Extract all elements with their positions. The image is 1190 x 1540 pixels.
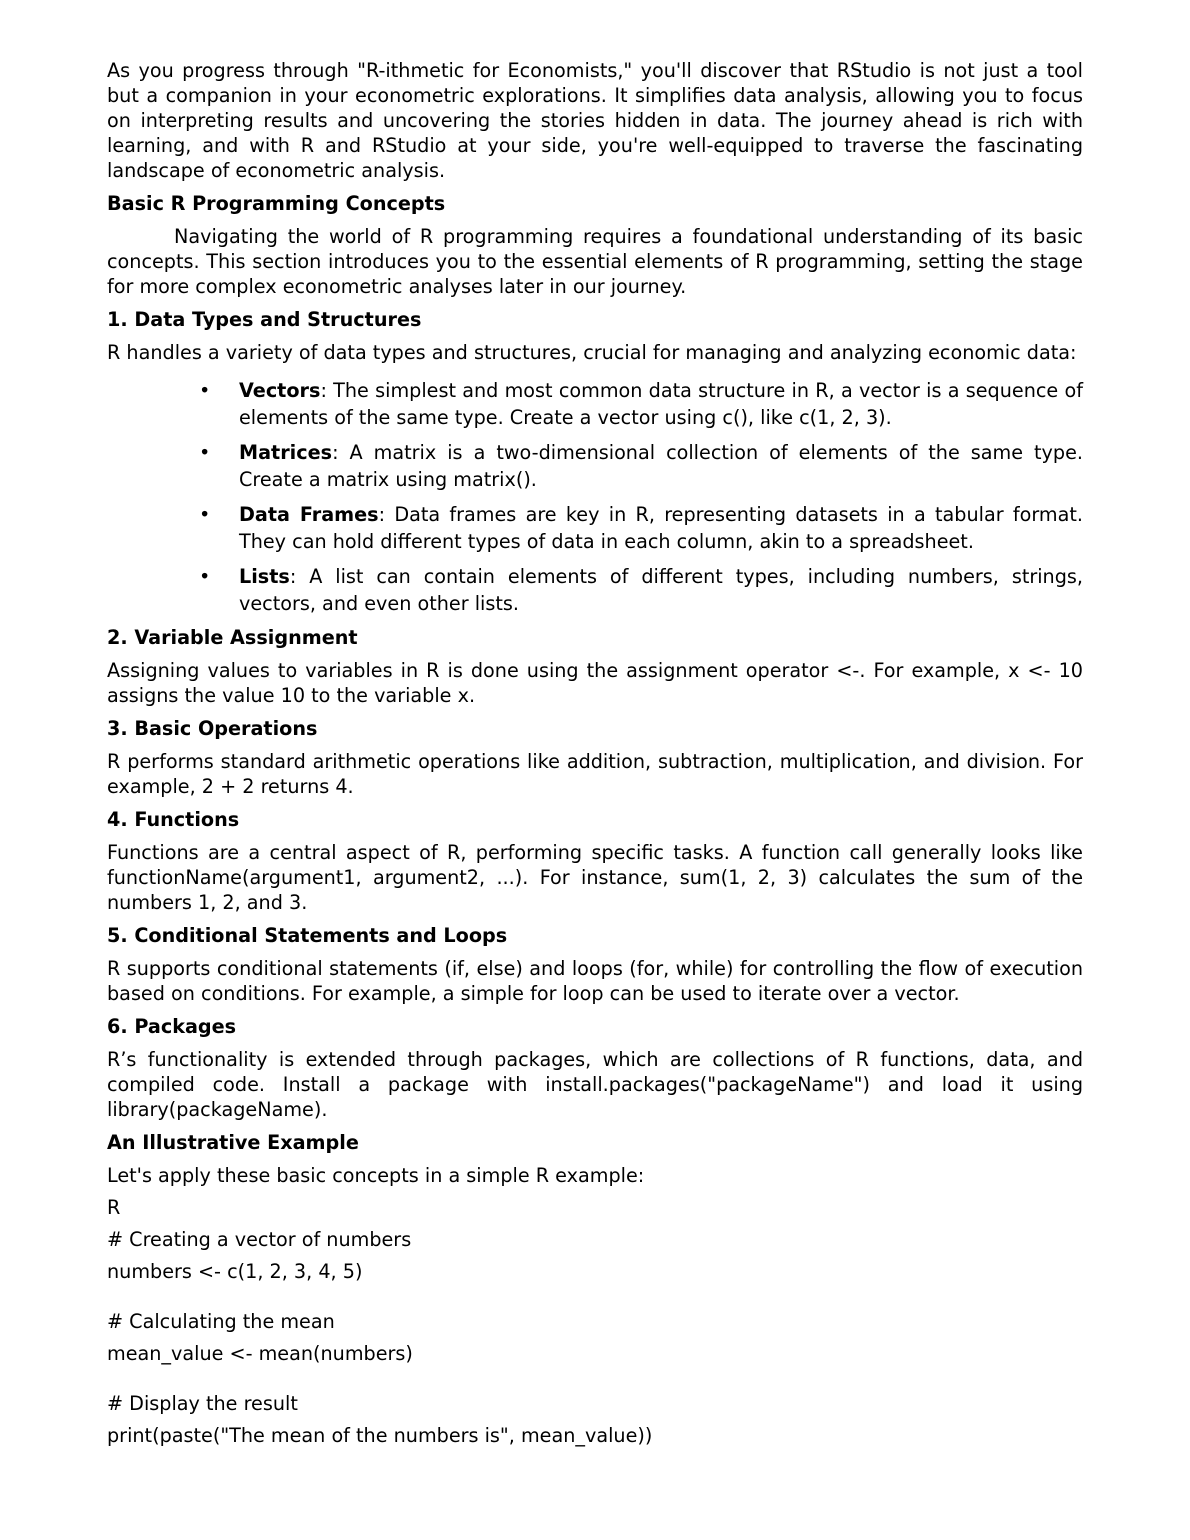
list-item-text: : A matrix is a two-dimensional collection of elements of the same type. Create a matrix using matrix(). xyxy=(239,441,1083,491)
bullet-icon: • xyxy=(199,379,211,402)
packages-heading: 6. Packages xyxy=(107,1015,237,1038)
list-item-term: Lists xyxy=(239,565,290,588)
list-item-text: : Data frames are key in R, representing datasets in a tabular format. They can hold different types of data in each column, akin to a spreadsheet. xyxy=(239,503,1083,553)
data-types-list xyxy=(107,377,1083,617)
list-item xyxy=(199,377,1083,431)
example-intro: Let's apply these basic concepts in a simple R example: xyxy=(107,1164,645,1187)
code-comment: # Calculating the mean xyxy=(107,1310,335,1333)
data-types-intro: R handles a variety of data types and structures, crucial for managing and analyzing economic data: xyxy=(107,341,1077,364)
packages-paragraph: R’s functionality is extended through packages, which are collections of R functions, data, and compiled code. Install a package with install.packages("packageName") and load it using library(packageName). xyxy=(107,1048,1083,1121)
list-item-text: : A list can contain elements of different types, including numbers, strings, vectors, and even other lists. xyxy=(239,565,1083,615)
basic-operations-heading: 3. Basic Operations xyxy=(107,717,318,740)
variable-assignment-heading: 2. Variable Assignment xyxy=(107,626,358,649)
code-line: mean_value <- mean(numbers) xyxy=(107,1342,413,1365)
list-item xyxy=(199,439,1083,493)
document-page xyxy=(107,58,1083,1455)
list-item xyxy=(199,501,1083,555)
basic-operations-paragraph: R performs standard arithmetic operations like addition, subtraction, multiplication, and division. For example, 2 + 2 returns 4. xyxy=(107,750,1083,798)
list-item-term: Data Frames xyxy=(239,503,379,526)
conditionals-paragraph: R supports conditional statements (if, else) and loops (for, while) for controlling the flow of execution based on conditions. For example, a simple for loop can be used to iterate over a vector. xyxy=(107,957,1083,1005)
code-block xyxy=(107,1227,1083,1448)
list-item-term: Matrices xyxy=(239,441,333,464)
intro-paragraph: As you progress through "R-ithmetic for Economists," you'll discover that RStudio is not just a tool but a companion in your econometric explorations. It simplifies data analysis, allowing you to focus on interpreting results and uncovering the stories hidden in data. The journey ahead is rich with learning, and with R and RStudio at your side, you're well-equipped to traverse the fascinating landscape of econometric analysis. xyxy=(107,59,1083,182)
basic-concepts-paragraph: Navigating the world of R programming requires a foundational understanding of its basic concepts. This section introduces you to the essential elements of R programming, setting the stage for more complex econometric analyses later in our journey. xyxy=(107,225,1083,298)
list-item-term: Vectors xyxy=(239,379,321,402)
list-item xyxy=(199,563,1083,617)
conditionals-heading: 5. Conditional Statements and Loops xyxy=(107,924,508,947)
list-item-text: : The simplest and most common data structure in R, a vector is a sequence of elements of the same type. Create a vector using c(), like c(1, 2, 3). xyxy=(239,379,1083,429)
bullet-icon: • xyxy=(199,441,211,464)
bullet-icon: • xyxy=(199,565,211,588)
code-comment: # Display the result xyxy=(107,1392,298,1415)
variable-assignment-paragraph: Assigning values to variables in R is done using the assignment operator <-. For example, x <- 10 assigns the value 10 to the variable x. xyxy=(107,659,1083,707)
code-language-label: R xyxy=(107,1196,121,1219)
basic-concepts-heading: Basic R Programming Concepts xyxy=(107,192,446,215)
example-heading: An Illustrative Example xyxy=(107,1131,359,1154)
data-types-heading: 1. Data Types and Structures xyxy=(107,308,422,331)
functions-heading: 4. Functions xyxy=(107,808,240,831)
bullet-icon: • xyxy=(199,503,211,526)
code-comment: # Creating a vector of numbers xyxy=(107,1228,412,1251)
functions-paragraph: Functions are a central aspect of R, performing specific tasks. A function call generally looks like functionName(argument1, argument2, ...). For instance, sum(1, 2, 3) calculates the sum of the numbers 1, 2, and 3. xyxy=(107,841,1083,914)
code-line: numbers <- c(1, 2, 3, 4, 5) xyxy=(107,1260,363,1283)
code-line: print(paste("The mean of the numbers is", mean_value)) xyxy=(107,1424,653,1447)
